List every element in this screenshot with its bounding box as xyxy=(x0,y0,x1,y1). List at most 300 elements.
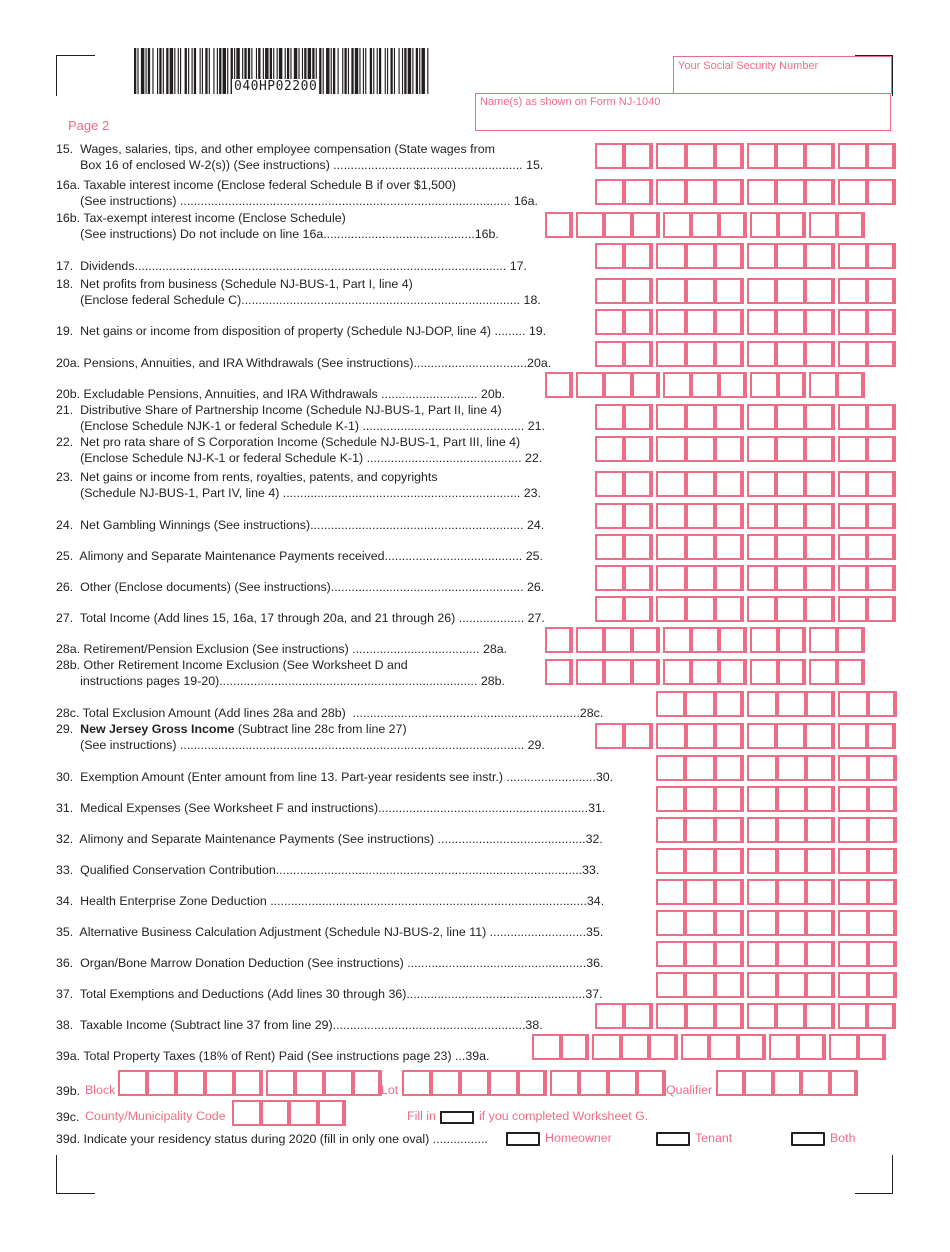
digit-cell[interactable] xyxy=(806,848,835,874)
digit-cell[interactable] xyxy=(545,372,573,398)
digit-cell[interactable] xyxy=(604,212,632,238)
digit-cell[interactable] xyxy=(838,243,867,269)
digit-cell[interactable] xyxy=(809,627,837,653)
digit-cell[interactable] xyxy=(715,723,744,749)
digit-cell[interactable] xyxy=(576,372,604,398)
digit-cell[interactable] xyxy=(632,372,660,398)
digit-cell[interactable] xyxy=(686,143,715,169)
digit-cell[interactable] xyxy=(837,212,865,238)
digit-cell[interactable] xyxy=(867,596,896,622)
digit-cell[interactable] xyxy=(656,404,685,430)
digit-cell[interactable] xyxy=(656,596,685,622)
digit-cell[interactable] xyxy=(715,879,744,905)
digit-cell[interactable] xyxy=(776,596,805,622)
digit-cell[interactable] xyxy=(838,179,867,205)
digit-cell[interactable] xyxy=(656,436,685,462)
digit-cell[interactable] xyxy=(686,1003,715,1029)
digit-cell[interactable] xyxy=(624,341,653,367)
digit-cell[interactable] xyxy=(656,309,685,335)
digit-cell[interactable] xyxy=(778,659,806,685)
digit-cell[interactable] xyxy=(595,179,624,205)
digit-cell[interactable] xyxy=(776,1003,805,1029)
digit-cell[interactable] xyxy=(715,341,744,367)
digit-cell[interactable] xyxy=(867,723,896,749)
digit-cell[interactable] xyxy=(681,1034,710,1060)
digit-cell[interactable] xyxy=(147,1070,176,1096)
digit-cell[interactable] xyxy=(776,179,805,205)
digit-cell[interactable] xyxy=(550,1070,579,1096)
digit-cell[interactable] xyxy=(118,1070,147,1096)
digit-cell[interactable] xyxy=(656,341,685,367)
digit-cell[interactable] xyxy=(715,278,744,304)
digit-cell[interactable] xyxy=(691,659,719,685)
digit-cell[interactable] xyxy=(656,243,685,269)
digit-cell[interactable] xyxy=(715,1003,744,1029)
digit-cell[interactable] xyxy=(663,372,691,398)
digit-cell[interactable] xyxy=(838,471,867,497)
digit-cell[interactable] xyxy=(805,278,834,304)
digit-cell[interactable] xyxy=(318,1100,347,1126)
digit-cell[interactable] xyxy=(738,1034,767,1060)
digit-cell[interactable] xyxy=(868,972,897,998)
digit-cell[interactable] xyxy=(777,941,806,967)
digit-cell[interactable] xyxy=(595,565,624,591)
digit-cell[interactable] xyxy=(656,786,685,812)
digit-cell[interactable] xyxy=(837,627,865,653)
digit-cell[interactable] xyxy=(656,534,685,560)
digit-cell[interactable] xyxy=(595,1003,624,1029)
digit-cell[interactable] xyxy=(715,941,744,967)
digit-cell[interactable] xyxy=(691,372,719,398)
digit-cell[interactable] xyxy=(624,278,653,304)
digit-cell[interactable] xyxy=(595,723,624,749)
digit-cell[interactable] xyxy=(518,1070,547,1096)
digit-cell[interactable] xyxy=(868,755,897,781)
digit-cell[interactable] xyxy=(656,278,685,304)
digit-cell[interactable] xyxy=(747,972,776,998)
digit-cell[interactable] xyxy=(715,436,744,462)
digit-cell[interactable] xyxy=(545,659,573,685)
digit-cell[interactable] xyxy=(838,817,867,843)
digit-cell[interactable] xyxy=(838,910,867,936)
digit-cell[interactable] xyxy=(686,534,715,560)
digit-cell[interactable] xyxy=(776,309,805,335)
digit-cell[interactable] xyxy=(624,179,653,205)
digit-cell[interactable] xyxy=(686,243,715,269)
digit-cell[interactable] xyxy=(234,1070,263,1096)
digit-cell[interactable] xyxy=(460,1070,489,1096)
digit-cell[interactable] xyxy=(773,1070,801,1096)
digit-cell[interactable] xyxy=(576,212,604,238)
digit-cell[interactable] xyxy=(868,941,897,967)
digit-cell[interactable] xyxy=(637,1070,666,1096)
digit-cell[interactable] xyxy=(747,723,776,749)
digit-cell[interactable] xyxy=(838,786,867,812)
digit-cell[interactable] xyxy=(624,404,653,430)
digit-cell[interactable] xyxy=(624,436,653,462)
digit-cell[interactable] xyxy=(747,786,776,812)
digit-cell[interactable] xyxy=(867,278,896,304)
digit-cell[interactable] xyxy=(595,404,624,430)
digit-cell[interactable] xyxy=(867,404,896,430)
digit-cell[interactable] xyxy=(750,627,778,653)
digit-cell[interactable] xyxy=(715,309,744,335)
digit-cell[interactable] xyxy=(777,691,806,717)
digit-cell[interactable] xyxy=(595,278,624,304)
digit-cell[interactable] xyxy=(686,503,715,529)
digit-cell[interactable] xyxy=(867,503,896,529)
digit-cell[interactable] xyxy=(868,786,897,812)
digit-cell[interactable] xyxy=(632,659,660,685)
digit-cell[interactable] xyxy=(632,627,660,653)
digit-cell[interactable] xyxy=(656,143,685,169)
digit-cell[interactable] xyxy=(867,436,896,462)
digit-cell[interactable] xyxy=(715,786,744,812)
digit-cell[interactable] xyxy=(624,503,653,529)
digit-cell[interactable] xyxy=(750,212,778,238)
digit-cell[interactable] xyxy=(489,1070,518,1096)
both-oval[interactable] xyxy=(791,1132,825,1146)
digit-cell[interactable] xyxy=(656,941,685,967)
digit-cell[interactable] xyxy=(656,755,685,781)
digit-cell[interactable] xyxy=(747,1003,776,1029)
digit-cell[interactable] xyxy=(261,1100,290,1126)
digit-cell[interactable] xyxy=(595,309,624,335)
digit-cell[interactable] xyxy=(806,879,835,905)
digit-cell[interactable] xyxy=(685,941,714,967)
digit-cell[interactable] xyxy=(778,212,806,238)
digit-cell[interactable] xyxy=(747,848,776,874)
digit-cell[interactable] xyxy=(867,534,896,560)
digit-cell[interactable] xyxy=(686,565,715,591)
digit-cell[interactable] xyxy=(805,436,834,462)
digit-cell[interactable] xyxy=(715,755,744,781)
digit-cell[interactable] xyxy=(595,143,624,169)
digit-cell[interactable] xyxy=(829,1034,858,1060)
digit-cell[interactable] xyxy=(715,243,744,269)
digit-cell[interactable] xyxy=(838,565,867,591)
digit-cell[interactable] xyxy=(656,817,685,843)
digit-cell[interactable] xyxy=(838,143,867,169)
digit-cell[interactable] xyxy=(715,910,744,936)
digit-cell[interactable] xyxy=(838,278,867,304)
digit-cell[interactable] xyxy=(868,910,897,936)
digit-cell[interactable] xyxy=(205,1070,234,1096)
digit-cell[interactable] xyxy=(747,879,776,905)
digit-cell[interactable] xyxy=(777,755,806,781)
digit-cell[interactable] xyxy=(805,179,834,205)
digit-cell[interactable] xyxy=(777,972,806,998)
digit-cell[interactable] xyxy=(867,471,896,497)
digit-cell[interactable] xyxy=(232,1100,261,1126)
digit-cell[interactable] xyxy=(778,372,806,398)
digit-cell[interactable] xyxy=(545,212,573,238)
digit-cell[interactable] xyxy=(776,565,805,591)
digit-cell[interactable] xyxy=(402,1070,431,1096)
digit-cell[interactable] xyxy=(806,755,835,781)
digit-cell[interactable] xyxy=(685,879,714,905)
digit-cell[interactable] xyxy=(806,972,835,998)
digit-cell[interactable] xyxy=(776,243,805,269)
digit-cell[interactable] xyxy=(805,243,834,269)
digit-cell[interactable] xyxy=(686,309,715,335)
digit-cell[interactable] xyxy=(747,565,776,591)
digit-cell[interactable] xyxy=(806,691,835,717)
digit-cell[interactable] xyxy=(805,309,834,335)
digit-cell[interactable] xyxy=(747,910,776,936)
digit-cell[interactable] xyxy=(624,1003,653,1029)
digit-cell[interactable] xyxy=(805,471,834,497)
digit-cell[interactable] xyxy=(624,723,653,749)
digit-cell[interactable] xyxy=(776,471,805,497)
digit-cell[interactable] xyxy=(715,596,744,622)
worksheet-g-checkbox[interactable] xyxy=(440,1111,474,1124)
digit-cell[interactable] xyxy=(715,534,744,560)
digit-cell[interactable] xyxy=(685,972,714,998)
digit-cell[interactable] xyxy=(686,179,715,205)
digit-cell[interactable] xyxy=(579,1070,608,1096)
digit-cell[interactable] xyxy=(777,786,806,812)
digit-cell[interactable] xyxy=(685,755,714,781)
digit-cell[interactable] xyxy=(715,691,744,717)
digit-cell[interactable] xyxy=(715,143,744,169)
digit-cell[interactable] xyxy=(838,436,867,462)
digit-cell[interactable] xyxy=(621,1034,650,1060)
digit-cell[interactable] xyxy=(656,179,685,205)
digit-cell[interactable] xyxy=(838,972,867,998)
digit-cell[interactable] xyxy=(809,212,837,238)
digit-cell[interactable] xyxy=(715,471,744,497)
digit-cell[interactable] xyxy=(867,243,896,269)
digit-cell[interactable] xyxy=(353,1070,382,1096)
digit-cell[interactable] xyxy=(805,723,834,749)
digit-cell[interactable] xyxy=(777,910,806,936)
digit-cell[interactable] xyxy=(608,1070,637,1096)
digit-cell[interactable] xyxy=(776,723,805,749)
digit-cell[interactable] xyxy=(838,691,867,717)
digit-cell[interactable] xyxy=(806,817,835,843)
digit-cell[interactable] xyxy=(867,341,896,367)
digit-cell[interactable] xyxy=(561,1034,590,1060)
digit-cell[interactable] xyxy=(595,503,624,529)
digit-cell[interactable] xyxy=(867,179,896,205)
digit-cell[interactable] xyxy=(867,565,896,591)
digit-cell[interactable] xyxy=(715,565,744,591)
digit-cell[interactable] xyxy=(595,534,624,560)
digit-cell[interactable] xyxy=(656,503,685,529)
digit-cell[interactable] xyxy=(663,659,691,685)
digit-cell[interactable] xyxy=(747,436,776,462)
digit-cell[interactable] xyxy=(715,404,744,430)
digit-cell[interactable] xyxy=(838,404,867,430)
digit-cell[interactable] xyxy=(809,659,837,685)
digit-cell[interactable] xyxy=(709,1034,738,1060)
digit-cell[interactable] xyxy=(663,212,691,238)
digit-cell[interactable] xyxy=(838,723,867,749)
digit-cell[interactable] xyxy=(719,659,747,685)
digit-cell[interactable] xyxy=(624,534,653,560)
digit-cell[interactable] xyxy=(289,1100,318,1126)
digit-cell[interactable] xyxy=(838,503,867,529)
digit-cell[interactable] xyxy=(685,691,714,717)
digit-cell[interactable] xyxy=(576,627,604,653)
digit-cell[interactable] xyxy=(867,1003,896,1029)
digit-cell[interactable] xyxy=(776,278,805,304)
digit-cell[interactable] xyxy=(595,471,624,497)
tenant-oval[interactable] xyxy=(656,1132,690,1146)
digit-cell[interactable] xyxy=(624,309,653,335)
digit-cell[interactable] xyxy=(867,309,896,335)
digit-cell[interactable] xyxy=(776,503,805,529)
digit-cell[interactable] xyxy=(747,278,776,304)
digit-cell[interactable] xyxy=(691,627,719,653)
digit-cell[interactable] xyxy=(686,723,715,749)
digit-cell[interactable] xyxy=(776,404,805,430)
digit-cell[interactable] xyxy=(685,817,714,843)
digit-cell[interactable] xyxy=(686,596,715,622)
digit-cell[interactable] xyxy=(747,341,776,367)
digit-cell[interactable] xyxy=(176,1070,205,1096)
digit-cell[interactable] xyxy=(747,309,776,335)
digit-cell[interactable] xyxy=(747,471,776,497)
digit-cell[interactable] xyxy=(805,565,834,591)
digit-cell[interactable] xyxy=(747,179,776,205)
digit-cell[interactable] xyxy=(715,972,744,998)
digit-cell[interactable] xyxy=(837,372,865,398)
digit-cell[interactable] xyxy=(747,503,776,529)
digit-cell[interactable] xyxy=(747,941,776,967)
digit-cell[interactable] xyxy=(868,848,897,874)
digit-cell[interactable] xyxy=(750,372,778,398)
digit-cell[interactable] xyxy=(747,755,776,781)
digit-cell[interactable] xyxy=(777,879,806,905)
digit-cell[interactable] xyxy=(691,212,719,238)
digit-cell[interactable] xyxy=(686,404,715,430)
digit-cell[interactable] xyxy=(830,1070,858,1096)
digit-cell[interactable] xyxy=(656,691,685,717)
digit-cell[interactable] xyxy=(686,436,715,462)
digit-cell[interactable] xyxy=(838,596,867,622)
digit-cell[interactable] xyxy=(604,372,632,398)
digit-cell[interactable] xyxy=(685,786,714,812)
digit-cell[interactable] xyxy=(624,565,653,591)
digit-cell[interactable] xyxy=(806,910,835,936)
digit-cell[interactable] xyxy=(747,691,776,717)
digit-cell[interactable] xyxy=(838,879,867,905)
digit-cell[interactable] xyxy=(656,910,685,936)
digit-cell[interactable] xyxy=(649,1034,678,1060)
digit-cell[interactable] xyxy=(805,341,834,367)
digit-cell[interactable] xyxy=(686,341,715,367)
digit-cell[interactable] xyxy=(719,372,747,398)
digit-cell[interactable] xyxy=(747,243,776,269)
digit-cell[interactable] xyxy=(776,143,805,169)
digit-cell[interactable] xyxy=(685,848,714,874)
digit-cell[interactable] xyxy=(431,1070,460,1096)
digit-cell[interactable] xyxy=(838,848,867,874)
digit-cell[interactable] xyxy=(838,534,867,560)
digit-cell[interactable] xyxy=(868,691,897,717)
digit-cell[interactable] xyxy=(806,941,835,967)
digit-cell[interactable] xyxy=(776,341,805,367)
homeowner-oval[interactable] xyxy=(506,1132,540,1146)
digit-cell[interactable] xyxy=(324,1070,353,1096)
digit-cell[interactable] xyxy=(624,143,653,169)
digit-cell[interactable] xyxy=(632,212,660,238)
digit-cell[interactable] xyxy=(747,404,776,430)
digit-cell[interactable] xyxy=(532,1034,561,1060)
digit-cell[interactable] xyxy=(656,565,685,591)
digit-cell[interactable] xyxy=(656,972,685,998)
digit-cell[interactable] xyxy=(805,143,834,169)
digit-cell[interactable] xyxy=(806,786,835,812)
digit-cell[interactable] xyxy=(663,627,691,653)
digit-cell[interactable] xyxy=(805,596,834,622)
digit-cell[interactable] xyxy=(777,817,806,843)
digit-cell[interactable] xyxy=(656,1003,685,1029)
digit-cell[interactable] xyxy=(868,879,897,905)
digit-cell[interactable] xyxy=(592,1034,621,1060)
digit-cell[interactable] xyxy=(777,848,806,874)
digit-cell[interactable] xyxy=(801,1070,829,1096)
digit-cell[interactable] xyxy=(744,1070,772,1096)
digit-cell[interactable] xyxy=(686,471,715,497)
digit-cell[interactable] xyxy=(776,436,805,462)
digit-cell[interactable] xyxy=(719,627,747,653)
digit-cell[interactable] xyxy=(656,723,685,749)
digit-cell[interactable] xyxy=(715,503,744,529)
digit-cell[interactable] xyxy=(805,503,834,529)
digit-cell[interactable] xyxy=(656,848,685,874)
digit-cell[interactable] xyxy=(776,534,805,560)
digit-cell[interactable] xyxy=(595,596,624,622)
digit-cell[interactable] xyxy=(838,309,867,335)
digit-cell[interactable] xyxy=(716,1070,744,1096)
digit-cell[interactable] xyxy=(838,941,867,967)
digit-cell[interactable] xyxy=(719,212,747,238)
digit-cell[interactable] xyxy=(685,910,714,936)
digit-cell[interactable] xyxy=(595,436,624,462)
digit-cell[interactable] xyxy=(576,659,604,685)
digit-cell[interactable] xyxy=(295,1070,324,1096)
digit-cell[interactable] xyxy=(750,659,778,685)
digit-cell[interactable] xyxy=(747,143,776,169)
digit-cell[interactable] xyxy=(838,755,867,781)
digit-cell[interactable] xyxy=(686,278,715,304)
digit-cell[interactable] xyxy=(868,817,897,843)
digit-cell[interactable] xyxy=(747,534,776,560)
digit-cell[interactable] xyxy=(656,879,685,905)
digit-cell[interactable] xyxy=(809,372,837,398)
digit-cell[interactable] xyxy=(545,627,573,653)
digit-cell[interactable] xyxy=(778,627,806,653)
digit-cell[interactable] xyxy=(858,1034,887,1060)
digit-cell[interactable] xyxy=(624,596,653,622)
digit-cell[interactable] xyxy=(715,848,744,874)
digit-cell[interactable] xyxy=(838,341,867,367)
digit-cell[interactable] xyxy=(624,471,653,497)
digit-cell[interactable] xyxy=(595,341,624,367)
digit-cell[interactable] xyxy=(747,596,776,622)
digit-cell[interactable] xyxy=(715,817,744,843)
digit-cell[interactable] xyxy=(604,659,632,685)
digit-cell[interactable] xyxy=(656,471,685,497)
digit-cell[interactable] xyxy=(805,404,834,430)
digit-cell[interactable] xyxy=(715,179,744,205)
digit-cell[interactable] xyxy=(798,1034,827,1060)
digit-cell[interactable] xyxy=(604,627,632,653)
digit-cell[interactable] xyxy=(266,1070,295,1096)
